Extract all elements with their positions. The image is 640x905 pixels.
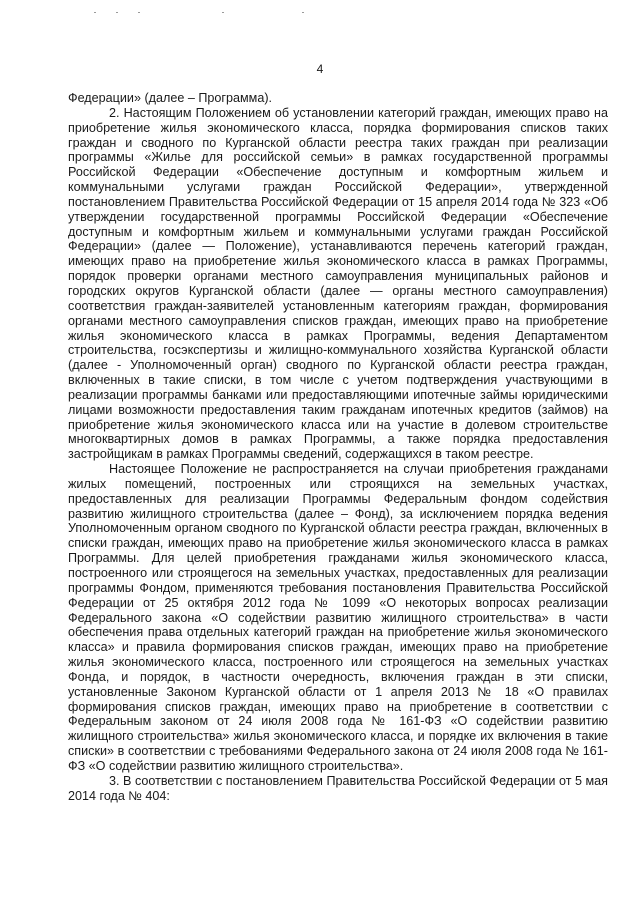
paragraph-exceptions: Настоящее Положение не распространяется на случаи приобретения гражданами жилых помещений, построенных или строящихся на земельных участках, предоставленных для реализации Программы Федеральным фондом содействия развитию жилищного строительства (далее – Фонд), за исключением порядка ведения Уполномоченным органом сводного по Курганской области реестра граждан, включенных в списки граждан, имеющих право на приобретение жилья экономического класса в рамках Программы. Для целей приобретения гражданами жилья экономического класса, построенного или строящегося на земельных участках, предоставленных для реализации программы Фондом, применяются требования постановления Правительства Российской Федерации от 25 октября 2012 года № 1099 «О некоторых вопросах реализации Федерального закона «О содействии развитию жилищного строительства» в части обеспечения права отдельных категорий граждан на приобретение жилья экономического класса» и правила формирования списков граждан, имеющих право на приобретение жилья экономического класса, построенного или строящегося на земельных участках Фонда, и порядок, в частности очередность, включения граждан в эти списки, установленные Законом Курганской области от 1 апреля 2013 № 18 «О правилах формирования списков граждан, имеющих право на приобретение в соответствии с Федеральным законом от 24 июля 2008 года № 161-ФЗ «О содействии развитию жилищного строительства» жилья экономического класса, и порядке их включения в такие списки» в соответствии с требованиями Федерального закона от 24 июля 2008 года № 161-ФЗ «О содействии развитию жилищного строительства». bbox=[68, 462, 608, 773]
scan-artifact bbox=[138, 12, 140, 13]
scan-artifact bbox=[222, 12, 224, 13]
paragraph-continuation: Федерации» (далее – Программа). bbox=[68, 91, 273, 105]
scan-artifact bbox=[302, 12, 304, 13]
paragraph-section-2: 2. Настоящим Положением об установлении категорий граждан, имеющих право на приобретение жилья экономического класса, порядка формирования списков таких граждан и сводного по Курганской области реестра таких граждан при реализации программы «Жилье для российской семьи» в рамках государственной программы Российской Федерации «Обеспечение доступным и комфортным жильем и коммунальными услугами граждан Российской Федерации», утвержденной постановлением Правительства Российской Федерации от 15 апреля 2014 года № 323 «Об утверждении государственной программы Российской Федерации «Обеспечение доступным и комфортным жильем и коммунальными услугами граждан Российской Федерации» (далее — Положение), устанавливаются перечень категорий граждан, имеющих право на приобретение жилья экономического класса в рамках Программы, порядок проверки органами местного самоуправления муниципальных районов и городских округов Курганской области (далее — органы местного самоуправления) соответствия граждан-заявителей установленным категориям граждан, формирования органами местного самоуправления списков граждан, имеющих право на приобретение жилья экономического класса в рамках Программы, ведения Департаментом строительства, госэкспертизы и жилищно-коммунального хозяйства Курганской области (далее - Уполномоченный орган) сводного по Курганской области реестра граждан, включенных в такие списки, в том числе с учетом подтверждения участвующими в реализации программы банками или предоставляющими ипотечные займы юридическими лицами возможности предоставления таким гражданам ипотечных кредитов (займов) на приобретение жилья экономического класса или на участие в долевом строительстве многоквартирных домов в рамках Программы, а также порядка предоставления застройщикам в рамках Программы сведений, содержащихся в таком реестре. bbox=[68, 105, 608, 462]
scan-artifact bbox=[116, 12, 118, 13]
scan-artifact bbox=[94, 12, 96, 13]
paragraph-section-3: 3. В соответствии с постановлением Правительства Российской Федерации от 5 мая 2014 года № 404: bbox=[68, 773, 608, 803]
page-number: 4 bbox=[316, 62, 324, 76]
document-body bbox=[68, 91, 608, 804]
